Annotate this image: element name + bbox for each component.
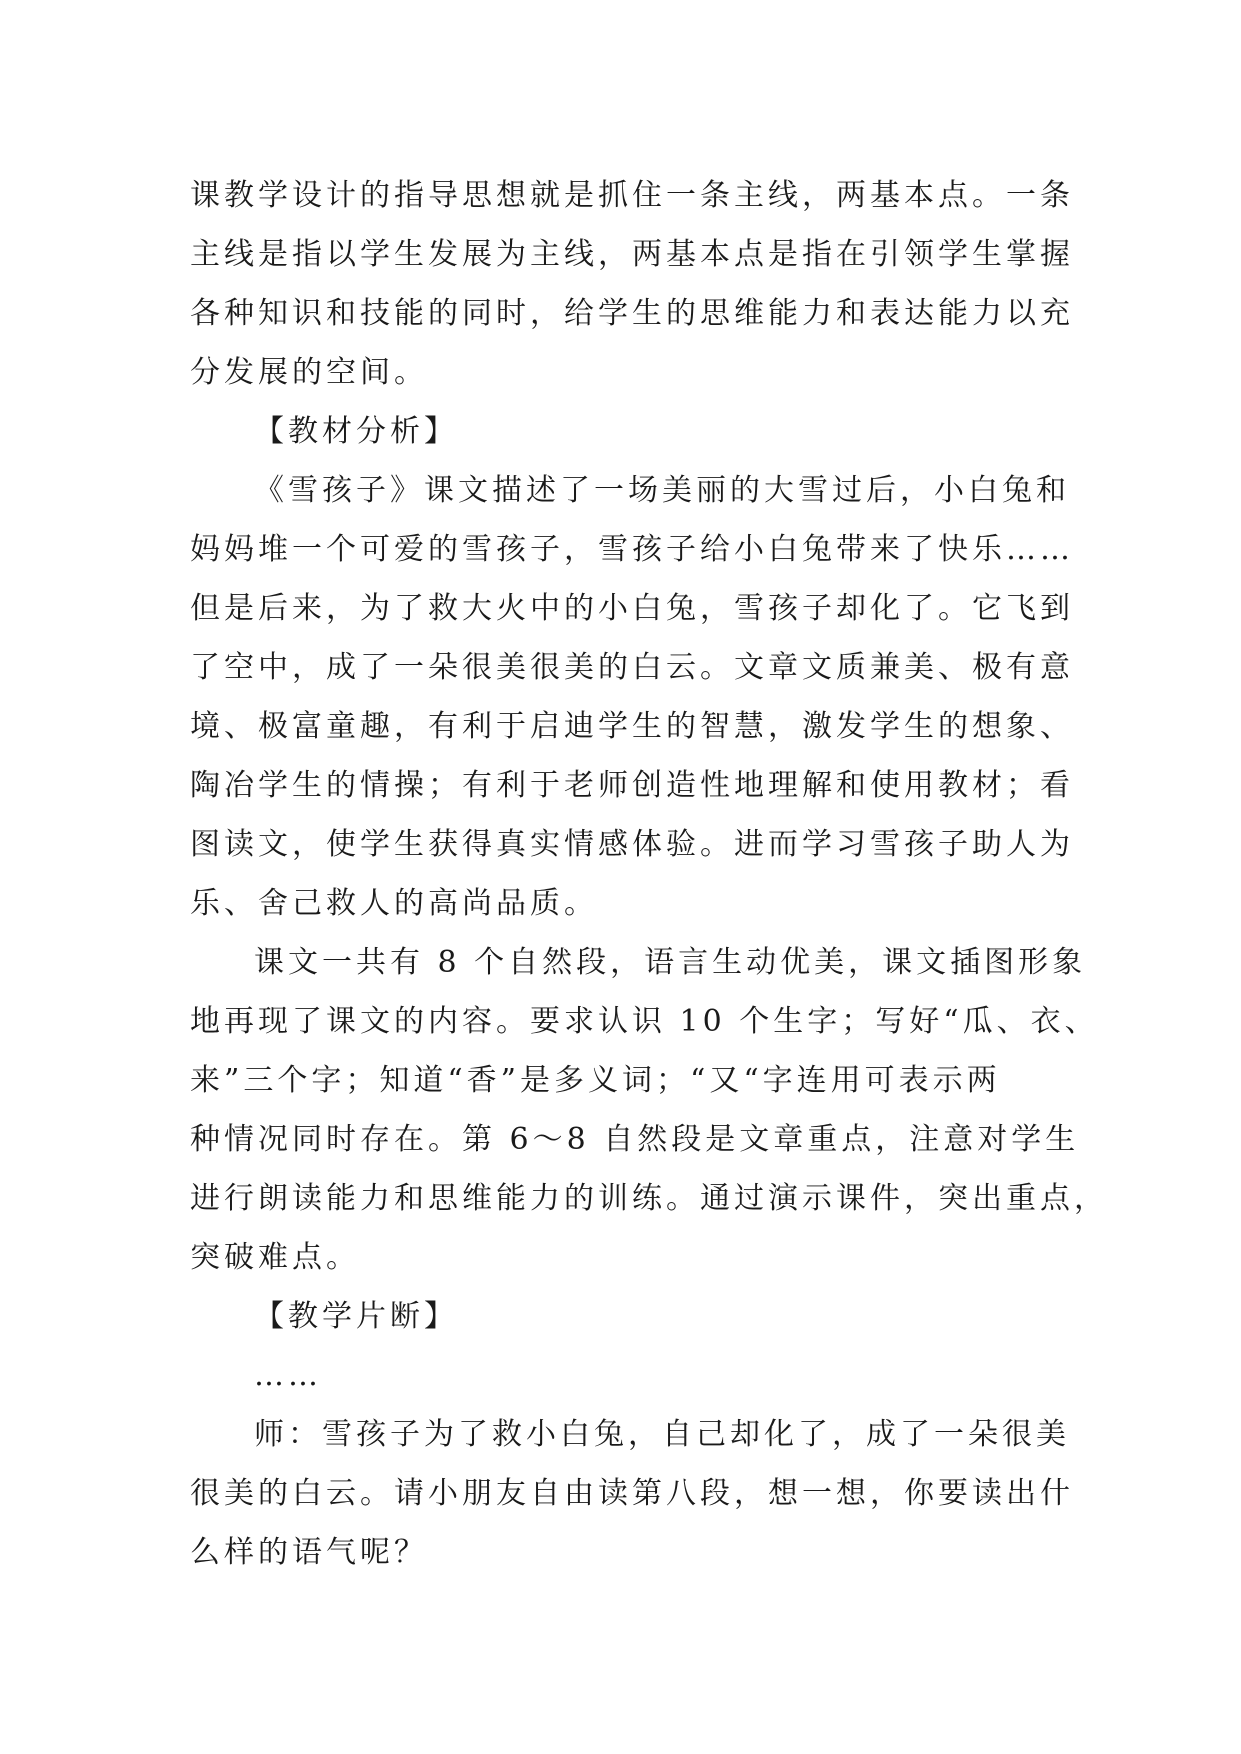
paragraph-line: 乐、舍己救人的高尚品质。 xyxy=(190,886,598,921)
paragraph-line: 但是后来，为了救大火中的小白兔，雪孩子却化了。它飞到 xyxy=(190,591,1074,626)
paragraph-line: 主线是指以学生发展为主线，两基本点是指在引领学生掌握 xyxy=(190,237,1074,272)
paragraph-line: 《雪孩子》课文描述了一场美丽的大雪过后，小白兔和 xyxy=(254,473,1070,508)
paragraph-line: 课教学设计的指导思想就是抓住一条主线，两基本点。一条 xyxy=(190,178,1074,213)
paragraph-line: 种情况同时存在。第 6～8 自然段是文章重点，注意对学生 xyxy=(190,1122,1080,1157)
paragraph-line: 了空中，成了一朵很美很美的白云。文章文质兼美、极有意 xyxy=(190,650,1074,685)
paragraph-line: 地再现了课文的内容。要求认识 10 个生字；写好“瓜、衣、 xyxy=(190,1004,1099,1039)
paragraph-line: 么样的语气呢？ xyxy=(190,1535,428,1570)
paragraph-line: 陶冶学生的情操；有利于老师创造性地理解和使用教材；看 xyxy=(190,768,1074,803)
paragraph-line: 很美的白云。请小朋友自由读第八段，想一想，你要读出什 xyxy=(190,1476,1074,1511)
section-heading-teaching-excerpt: 【教学片断】 xyxy=(254,1299,458,1334)
section-heading-textbook-analysis: 【教材分析】 xyxy=(254,414,458,449)
paragraph-line: 各种知识和技能的同时，给学生的思维能力和表达能力以充 xyxy=(190,296,1074,331)
paragraph-line: 境、极富童趣，有利于启迪学生的智慧，激发学生的想象、 xyxy=(190,709,1074,744)
document-body xyxy=(190,166,1108,1582)
paragraph-line: 图读文，使学生获得真实情感体验。进而学习雪孩子助人为 xyxy=(190,827,1074,862)
paragraph-line: 来”三个字；知道“香”是多义词；“又“字连用可表示两 xyxy=(190,1063,1001,1098)
paragraph-line: 妈妈堆一个可爱的雪孩子，雪孩子给小白兔带来了快乐…… xyxy=(190,532,1074,567)
ellipsis-line: …… xyxy=(254,1358,322,1393)
paragraph-line: 突破难点。 xyxy=(190,1240,360,1275)
paragraph-line: 进行朗读能力和思维能力的训练。通过演示课件，突出重点， xyxy=(190,1181,1108,1216)
paragraph-line: 师：雪孩子为了救小白兔，自己却化了，成了一朵很美 xyxy=(254,1417,1070,1452)
paragraph-line: 分发展的空间。 xyxy=(190,355,428,390)
paragraph-line: 课文一共有 8 个自然段，语言生动优美，课文插图形象 xyxy=(254,945,1087,980)
